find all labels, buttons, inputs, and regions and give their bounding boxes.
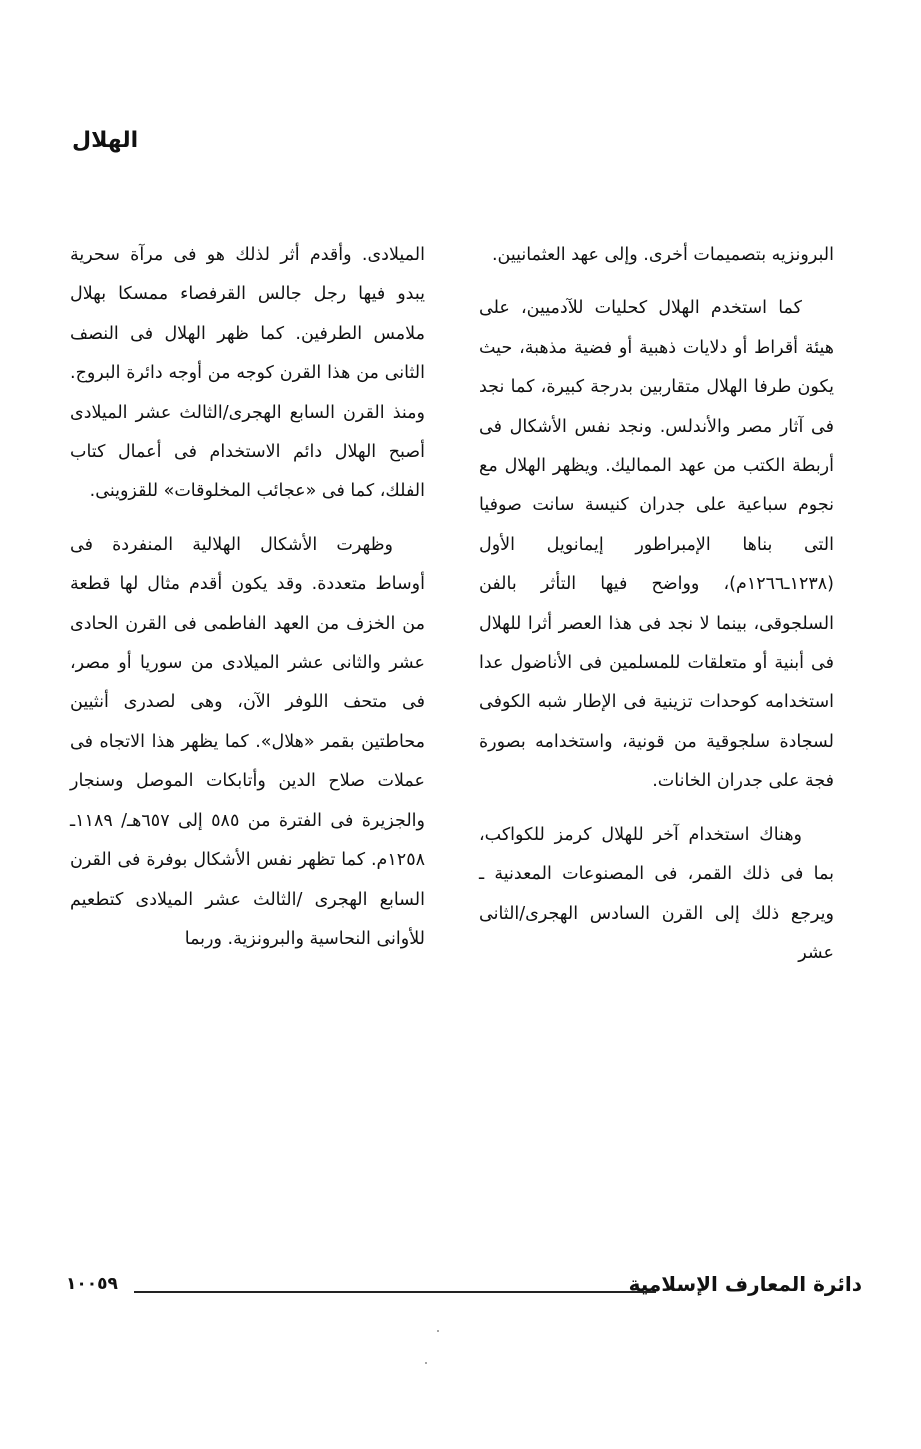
page-footer: [66, 1272, 862, 1306]
paragraph: وظهرت الأشكال الهلالية المنفردة فى أوساط متعددة. وقد يكون أقدم مثال لها قطعة من الخزف من العهد الفاطمى فى القرن الحادى عشر والثانى عشر الميلادى من سوريا أو مصر، فى متحف اللوفر الآن، وهى لصدرى أنثيين محاطتين بقمر «هلال». كما يظهر هذا الاتجاه فى عملات صلاح الدين وأتابكات الموصل وسنجار والجزيرة فى الفترة من ٥٨٥ إلى ٦٥٧هـ/ ١١٨٩ـ ١٢٥٨م. كما تظهر نفس الأشكال بوفرة فى القرن السابع الهجرى /الثالث عشر الميلادى كتطعيم للأوانى النحاسية والبرونزية. وربما: [70, 534, 425, 949]
scan-speck: [437, 1330, 439, 1332]
scan-speck: [425, 1362, 427, 1364]
right-column: [479, 236, 834, 987]
footer-rule: [134, 1291, 656, 1293]
paragraph: وهناك استخدام آخر للهلال كرمز للكواكب، بما فى ذلك القمر، فى المصنوعات المعدنية ـ ويرجع ذلك إلى القرن السادس الهجرى/الثانى عشر: [479, 824, 834, 963]
paragraph: الميلادى. وأقدم أثر لذلك هو فى مرآة سحرية يبدو فيها رجل جالس القرفصاء ممسكا بهلال ملامس الطرفين. كما ظهر الهلال فى النصف الثانى من هذا القرن كوجه من أوجه دائرة البروج. ومنذ القرن السابع الهجرى/الثالث عشر الميلادى أصبح الهلال دائم الاستخدام فى أعمال كتاب الفلك، كما فى «عجائب المخلوقات» للقزوينى.: [70, 245, 425, 502]
publication-title: دائرة المعارف الإسلامية: [628, 1272, 862, 1296]
left-column: [70, 236, 425, 973]
paragraph: البرونزيه بتصميمات أخرى. وإلى عهد العثمانيين.: [491, 245, 834, 265]
page-number: ١٠٠٥٩: [66, 1274, 118, 1294]
running-title: الهلال: [72, 128, 139, 153]
paragraph: كما استخدم الهلال كحليات للآدميين، على هيئة أقراط أو دلايات ذهبية أو فضية مذهبة، حيث يكون طرفا الهلال متقاربين بدرجة كبيرة، كما نجد فى آثار مصر والأندلس. ونجد نفس الأشكال فى أربطة الكتب من عهد المماليك. ويظهر الهلال مع نجوم سباعية على جدران كنيسة سانت صوفيا التى بناها الإمبراطور إيمانويل الأول (١٢٣٨ـ١٢٦٦م)، وواضح فيها التأثر بالفن السلجوقى، بينما لا نجد فى هذا العصر أثرا للهلال فى أبنية أو متعلقات للمسلمين فى الأناضول عدا استخدامه كوحدات تزينية فى الإطار شبه الكوفى لسجادة سلجوقية من قونية، واستخدامه بصورة فجة على جدران الخانات.: [479, 298, 834, 792]
